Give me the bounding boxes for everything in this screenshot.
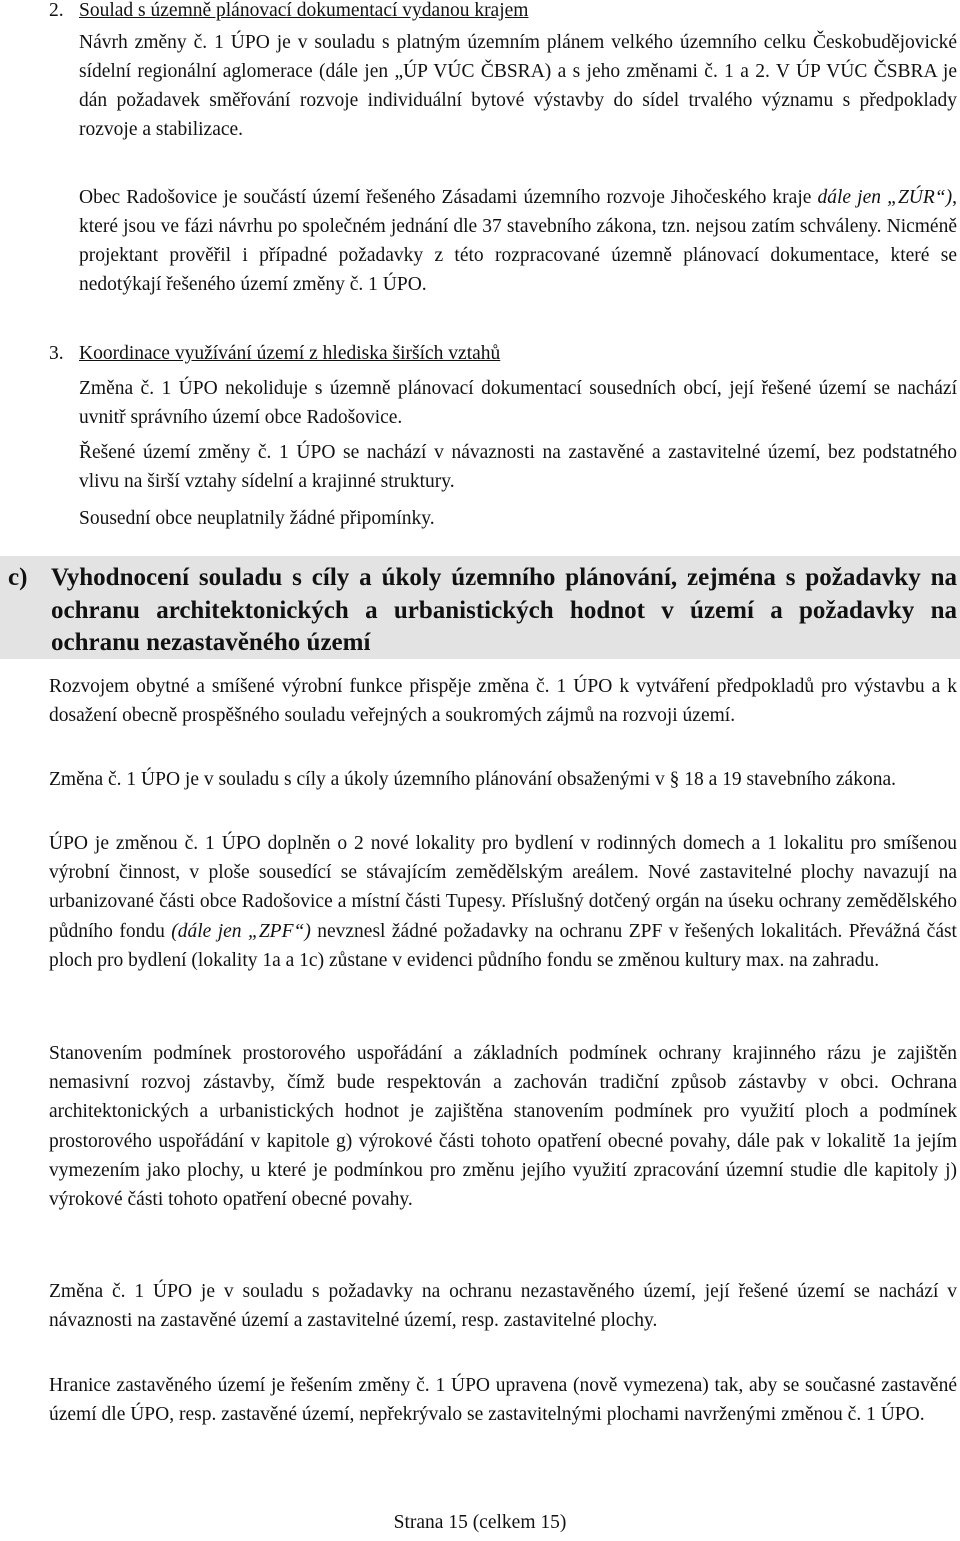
section-2-paragraph-2 <box>79 183 957 299</box>
section-2-paragraph-2-italic: dále jen „ZÚR“) <box>817 187 953 208</box>
section-2-paragraph-1: Návrh změny č. 1 ÚPO je v souladu s platným územním plánem velkého územního celku Českobudějovické sídelní regionální aglomerace (dále jen „ÚP VÚC ČBSRA) a s jeho změnami č. 1 a 2. V ÚP VÚC ČSBRA je dán požadavek směřování rozvoje individuální bytové výstavby do sídel trvalého významu s předpoklady rozvoje a stabilizace. <box>79 32 957 140</box>
section-c-label: c) <box>8 564 28 591</box>
section-2-number: 2. <box>49 0 64 21</box>
section-c-title: Vyhodnocení souladu s cíly a úkoly územního plánování, zejména s požadavky na ochranu architektonických a urbanistických hodnot v území a požadavky na ochranu nezastavěného území <box>51 564 957 656</box>
section-3-paragraph-1: Změna č. 1 ÚPO nekoliduje s územně plánovací dokumentací sousedních obcí, její řešené území se nachází uvnitř správního území obce Radošovice. <box>79 378 957 428</box>
section-2-paragraph-2-text-a: Obec Radošovice je součástí území řešeného Zásadami územního rozvoje Jihočeského kraje <box>79 187 818 208</box>
section-c-paragraph-3-text-a: ÚPO je změnou č. 1 ÚPO doplněn o 2 nové lokality pro bydlení v rodinných domech a 1 lokalitu pro smíšenou výrobní činnost, v ploše sousedící se stávajícím zemědělským areálem. Nové zastavitelné plochy navazují na urbanizované části obce Radošovice a místní části Tupesy. Příslušný dotčený orgán na úseku ochrany zemědělského půdního fondu <box>49 833 957 942</box>
section-c-paragraph-6: Hranice zastavěného území je řešením změny č. 1 ÚPO upravena (nově vymezena) tak, aby se současné zastavěné území dle ÚPO, resp. zastavěné území, nepřekrývalo se zastavitelnými plochami navrženými změnou č. 1 ÚPO. <box>49 1375 957 1426</box>
section-c-paragraph-5: Změna č. 1 ÚPO je v souladu s požadavky na ochranu nezastavěného území, její řešené území se nachází v návaznosti na zastavěné území a zastavitelné území, resp. zastavitelné plochy. <box>49 1281 957 1332</box>
section-3-number: 3. <box>49 343 64 364</box>
section-2-title: Soulad s územně plánovací dokumentací vydanou krajem <box>79 0 529 21</box>
section-2-paragraph-2-text-b: , které jsou ve fázi návrhu po společném jednání dle 37 stavebního zákona, tzn. nejsou zatím schváleny. Nicméně projektant prověřil i případné požadavky z této rozpracované územně plánovací dokumentace, které se nedotýkají řešeného území změny č. 1 ÚPO. <box>79 187 957 295</box>
section-c-paragraph-3 <box>49 829 957 975</box>
section-c-paragraph-1: Rozvojem obytné a smíšené výrobní funkce přispěje změna č. 1 ÚPO k vytváření předpokladů pro výstavbu a k dosažení obecně prospěšného souladu veřejných a soukromých zájmů na rozvoji území. <box>49 676 957 727</box>
section-c-paragraph-2: Změna č. 1 ÚPO je v souladu s cíly a úkoly územního plánování obsaženými v § 18 a 19 stavebního zákona. <box>49 769 896 790</box>
section-c-paragraph-4: Stanovením podmínek prostorového uspořádání a základních podmínek ochrany krajinného rázu je zajištěn nemasivní rozvoj zástavby, čímž bude respektován a zachován tradiční způsob zástavby v obci. Ochrana architektonických a urbanistických hodnot je zajištěna stanovením podmínek pro využití ploch a podmínek prostorového uspořádání v kapitole g) výrokové části tohoto opatření obecné povahy, dále pak v lokalitě 1a jejím vymezením jako plochy, u které je podmínkou pro změnu jejího využití zpracování územní studie dle kapitoly j) výrokové části tohoto opatření obecné povahy. <box>49 1043 957 1211</box>
section-3-paragraph-3: Sousední obce neuplatnily žádné připomínky. <box>79 508 435 529</box>
section-3-paragraph-2: Řešené území změny č. 1 ÚPO se nachází v návaznosti na zastavěné a zastavitelné území, bez podstatného vlivu na širší vztahy sídelní a krajinné struktury. <box>79 442 957 492</box>
page-footer: Strana 15 (celkem 15) <box>393 1512 567 1533</box>
section-3-title: Koordinace využívání území z hlediska širších vztahů <box>79 343 501 364</box>
section-c-paragraph-3-italic: (dále jen „ZPF“) <box>171 920 311 942</box>
section-c-paragraph-3-text-b: nevznesl žádné požadavky na ochranu ZPF v řešených lokalitách. Převážná část ploch pro bydlení (lokality 1a a 1c) zůstane v evidenci půdního fondu se změnou kultury max. na zahradu. <box>49 920 957 971</box>
